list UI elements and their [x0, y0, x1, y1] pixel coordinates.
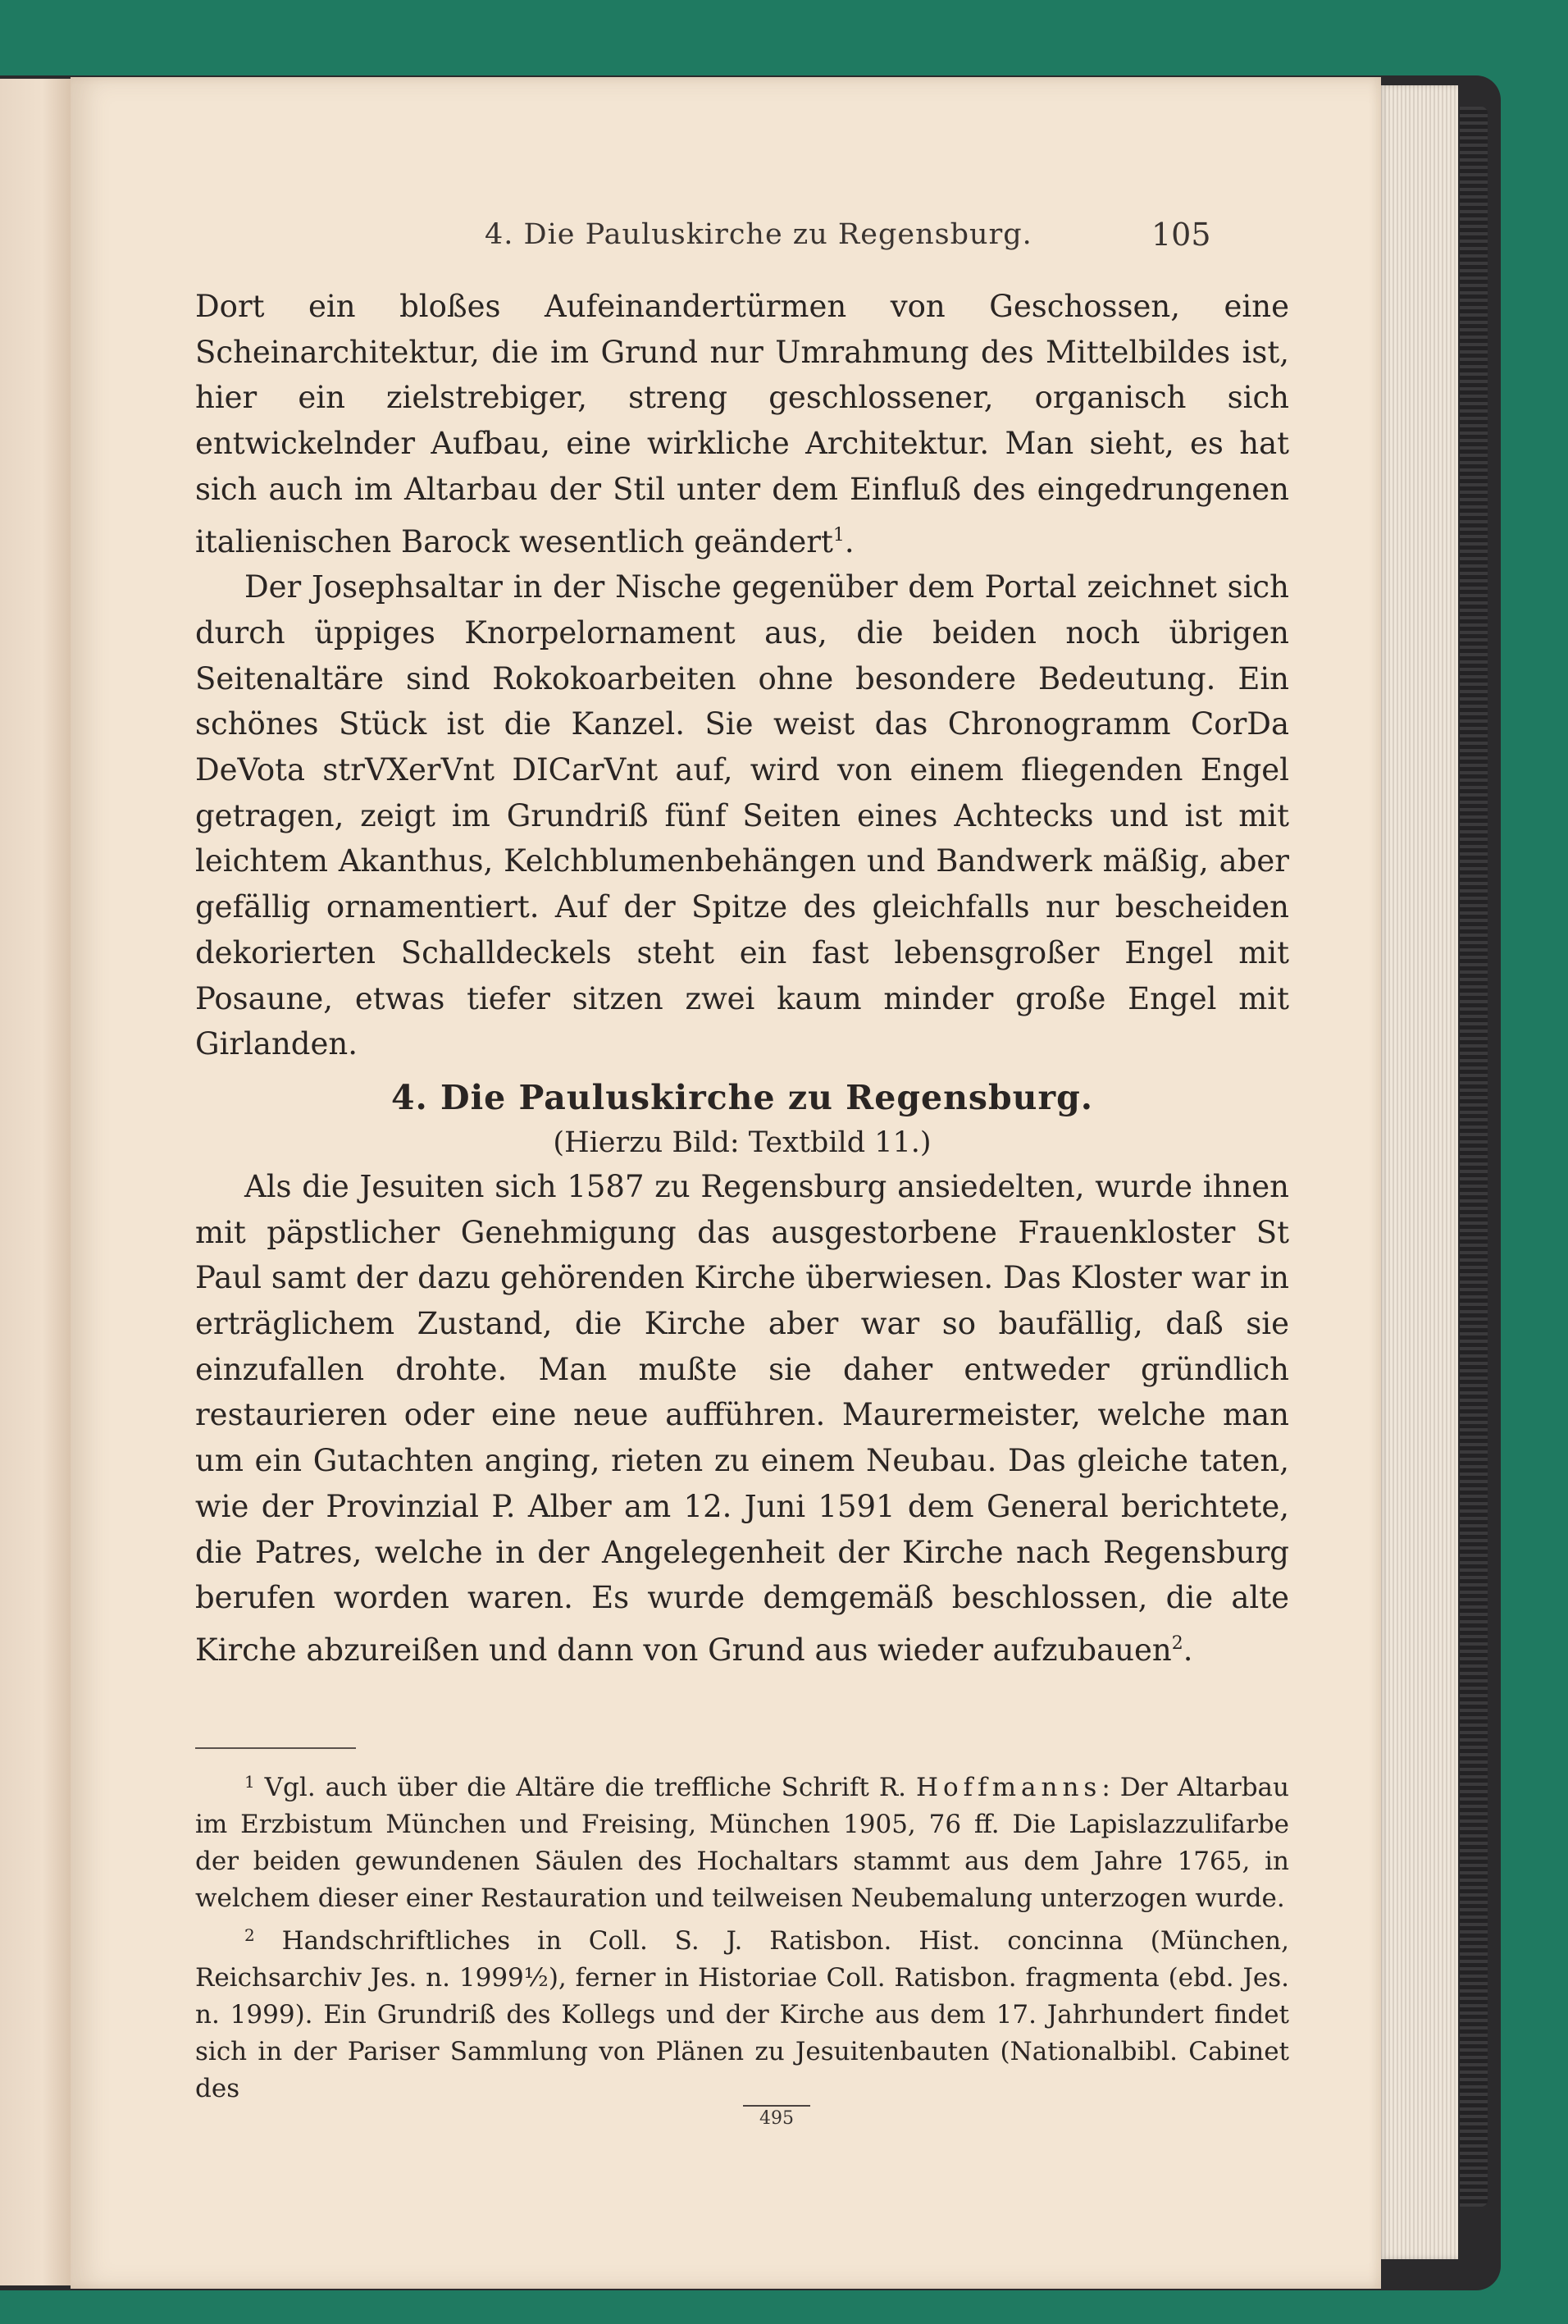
paragraph-1-end: . [844, 523, 855, 559]
footnote-2-text: Handschriftliches in Coll. S. J. Ratisbon. Hist. concinna (München, Reichsarchiv Jes. n. 1999½), ferner in Historiae Coll. Ratisbon. fragmenta (ebd. Jes. n. 1999). Ein Grundriß des Kollegs und der Kirche aus dem 17. Jahrhundert findet sich in der Pariser Sammlung von Plänen zu Jesuitenbauten (Nationalbibl. Cabinet des [195, 1926, 1289, 2103]
running-title: 4. Die Pauluskirche zu Regensburg. [485, 218, 1032, 251]
paragraph-1 [195, 284, 1289, 564]
printer-signature: 495 [759, 2108, 794, 2129]
footnote-1-text-b: : Der Altarbau im Erzbistum München und Freising, München 1905, 76 ff. Die Lapislazzulifarbe der beiden gewundenen Säulen des Hochaltars stammt aus dem Jahre 1765, in welchem dieser einer Restauration und teilweisen Neubemalung unterzogen wurde. [195, 1773, 1289, 1913]
footnote-1-author: Hoffmanns [915, 1773, 1102, 1802]
section-heading: 4. Die Pauluskirche zu Regensburg. [390, 1077, 1094, 1117]
footnotes [195, 1764, 1289, 2107]
book-page [71, 77, 1381, 2289]
facing-page-edge [0, 79, 71, 2285]
paragraph-3 [195, 1164, 1289, 1673]
page-number: 105 [1151, 217, 1211, 253]
cover-binding-edge [1460, 107, 1488, 2207]
signature-rule [743, 2105, 810, 2107]
footnote-2-mark: 2 [244, 1925, 255, 1945]
footnote-1 [195, 1764, 1289, 1917]
paragraph-1-text: Dort ein bloßes Aufeinandertürmen von Geschossen, eine Scheinarchitektur, die im Grund nur Umrahmung des Mittelbildes ist, hier ein zielstrebiger, streng geschlossener, organisch sich entwickelnder Aufbau, eine wirkliche Architektur. Man sieht, es hat sich auch im Altarbau der Stil unter dem Einfluß des eingedrungenen italienischen Barock wesentlich geändert [195, 289, 1289, 559]
footnote-ref-1: 1 [832, 524, 845, 546]
paragraph-3-text: Als die Jesuiten sich 1587 zu Regensburg ansiedelten, wurde ihnen mit päpstlicher Genehmigung das ausgestorbene Frauenkloster St Paul samt der dazu gehörenden Kirche überwiesen. Das Kloster war in erträglichem Zustand, die Kirche aber war so baufällig, daß sie einzufallen drohte. Man mußte sie daher entweder gründlich restaurieren oder eine neue aufführen. Maurermeister, welche man um ein Gutachten anging, rieten zu einem Neubau. Das gleiche taten, wie der Provinzial P. Alber am 12. Juni 1591 dem General berichtete, die Patres, welche in der Angelegenheit der Kirche nach Regensburg berufen worden waren. Es wurde demgemäß beschlossen, die alte Kirche abzureißen und dann von Grund aus wieder aufzubauen [195, 1168, 1289, 1668]
footnote-ref-2: 2 [1171, 1632, 1183, 1654]
paragraph-2: Der Josephsaltar in der Nische gegenüber dem Portal zeichnet sich durch üppiges Knorpelornament aus, die beiden noch übrigen Seitenaltäre sind Rokokoarbeiten ohne besondere Bedeutung. Ein schönes Stück ist die Kanzel. Sie weist das Chronogramm CorDa DeVota strVXerVnt DICarVnt auf, wird von einem fliegenden Engel getragen, zeigt im Grundriß fünf Seiten eines Achtecks und ist mit leichtem Akanthus, Kelchblumenbehängen und Bandwerk mäßig, aber gefällig ornamentiert. Auf der Spitze des gleichfalls nur bescheiden dekorierten Schalldeckels steht ein fast lebensgroßer Engel mit Posaune, etwas tiefer sitzen zwei kaum minder große Engel mit Girlanden. [195, 569, 1289, 1062]
footnote-1-mark: 1 [244, 1772, 255, 1792]
footnote-2 [195, 1917, 1289, 2107]
footnote-divider [195, 1747, 356, 1749]
main-text [195, 284, 1289, 1673]
section-subheading: (Hierzu Bild: Textbild 11.) [553, 1125, 932, 1159]
footnote-1-text-a: Vgl. auch über die Altäre die treffliche Schrift R. [264, 1773, 907, 1802]
page-stack-edge [1378, 85, 1458, 2259]
paragraph-3-end: . [1183, 1632, 1193, 1668]
